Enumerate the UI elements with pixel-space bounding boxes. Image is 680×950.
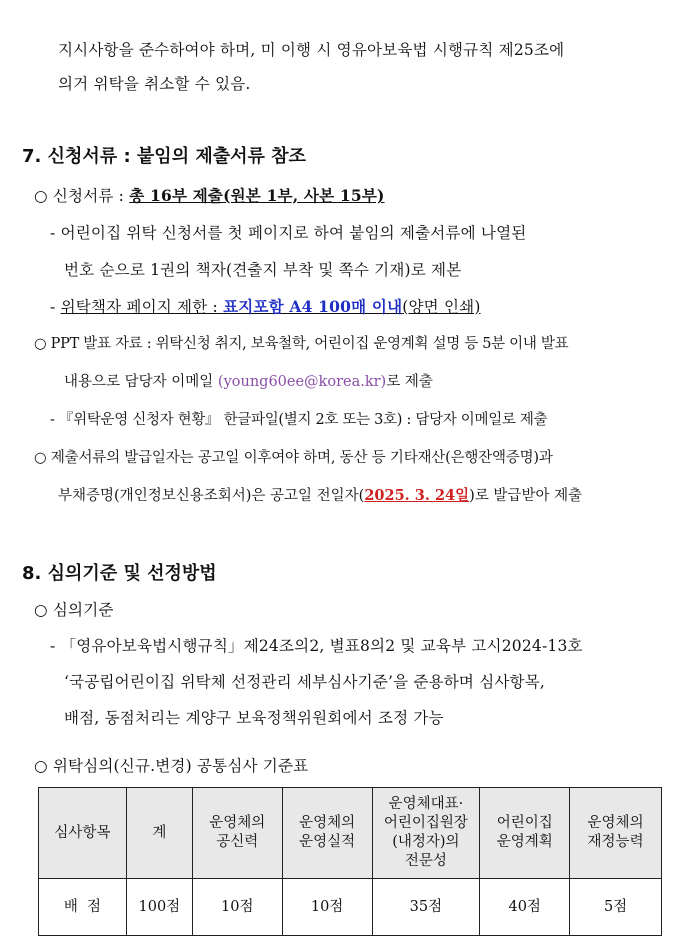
ppt-line-2-suffix: 로 제출	[386, 374, 433, 390]
criteria-label: ○ 심의기준	[34, 601, 114, 619]
bind-line-1: - 어린이집 위탁 신청서를 첫 페이지로 하여 붙임의 제출서류에 나열된	[50, 224, 527, 242]
issue-line-1: ○ 제출서류의 발급일자는 공고일 이후여야 하며, 동산 등 기타재산(은행잔액증명)과	[34, 450, 553, 466]
criteria-line-3: 배점, 동점처리는 계양구 보육정책위원회에서 조정 가능	[64, 709, 444, 727]
table-score-cell: 35점	[372, 879, 480, 936]
section-8-heading: 8. 심의기준 및 선정방법	[22, 563, 217, 584]
docs-value: 총 16부 제출(원본 1부, 사본 15부)	[129, 186, 385, 205]
page-limit-text	[61, 298, 481, 316]
ppt-line-2	[64, 372, 433, 392]
page-limit-line	[50, 297, 481, 317]
status-line: - 『위탁운영 신청자 현황』 한글파일(별지 2호 또는 3호) : 담당자 이메일로 제출	[50, 412, 548, 428]
table-score-cell: 10점	[192, 879, 282, 936]
table-title: ○ 위탁심의(신규.변경) 공통심사 기준표	[34, 757, 309, 775]
docs-line	[34, 186, 385, 206]
section-7-heading: 7. 신청서류 : 붙임의 제출서류 참조	[22, 146, 306, 167]
criteria-line-1: - 「영유아보육법시행규칙」제24조의2, 별표8의2 및 교육부 고시2024-13호	[50, 637, 583, 655]
bind-line-2: 번호 순으로 1권의 책자(견출지 부착 및 쪽수 기재)로 제본	[64, 261, 462, 279]
criteria-table	[38, 787, 662, 936]
page-limit-dash: -	[50, 298, 61, 316]
ppt-email-link[interactable]: (young60ee@korea.kr)	[217, 374, 387, 390]
issue-line-2-suffix: )로 발급받아 제출	[469, 488, 583, 504]
issue-line-2-prefix: 부채증명(개인정보신용조회서)은 공고일 전일자(	[58, 488, 365, 504]
table-header-cell: 운영체의 운영실적	[282, 788, 372, 879]
table-header-cell: 어린이집 운영계획	[480, 788, 570, 879]
table-header-cell: 심사항목	[39, 788, 127, 879]
ppt-line-1: ○ PPT 발표 자료 : 위탁신청 취지, 보육철학, 어린이집 운영계획 설명 등 5분 이내 발표	[34, 336, 569, 352]
page-limit-bold: 표지포함 A4 100매 이내	[223, 297, 403, 316]
table-header-row	[39, 788, 662, 879]
table-header-cell: 운영체대표· 어린이집원장 (내정자)의 전문성	[372, 788, 480, 879]
table-score-cell: 5점	[570, 879, 662, 936]
criteria-line-2: ‘국공립어린이집 위탁체 선정관리 세부심사기준’을 준용하며 심사항목,	[64, 673, 546, 691]
issue-date: 2025. 3. 24일	[364, 487, 470, 504]
page-limit-suffix: (양면 인쇄)	[402, 298, 481, 316]
table-score-cell: 10점	[282, 879, 372, 936]
intro-line-2: 의거 위탁을 취소할 수 있음.	[58, 75, 251, 93]
page-limit-prefix: 위탁책자 페이지 제한 :	[60, 298, 224, 316]
docs-prefix: ○ 신청서류 :	[34, 187, 130, 205]
score-row-label: 배 점	[39, 879, 127, 936]
table-header-cell: 계	[126, 788, 192, 879]
issue-line-2	[58, 486, 582, 506]
table-header-cell: 운영체의 공신력	[192, 788, 282, 879]
table-score-row	[39, 879, 662, 936]
table-header-cell: 운영체의 재정능력	[570, 788, 662, 879]
intro-line-1: 지시사항을 준수하여야 하며, 미 이행 시 영유아보육법 시행규칙 제25조에	[58, 41, 565, 59]
table-score-cell: 40점	[480, 879, 570, 936]
ppt-line-2-prefix: 내용으로 담당자 이메일	[64, 374, 218, 390]
table-score-cell: 100점	[126, 879, 192, 936]
